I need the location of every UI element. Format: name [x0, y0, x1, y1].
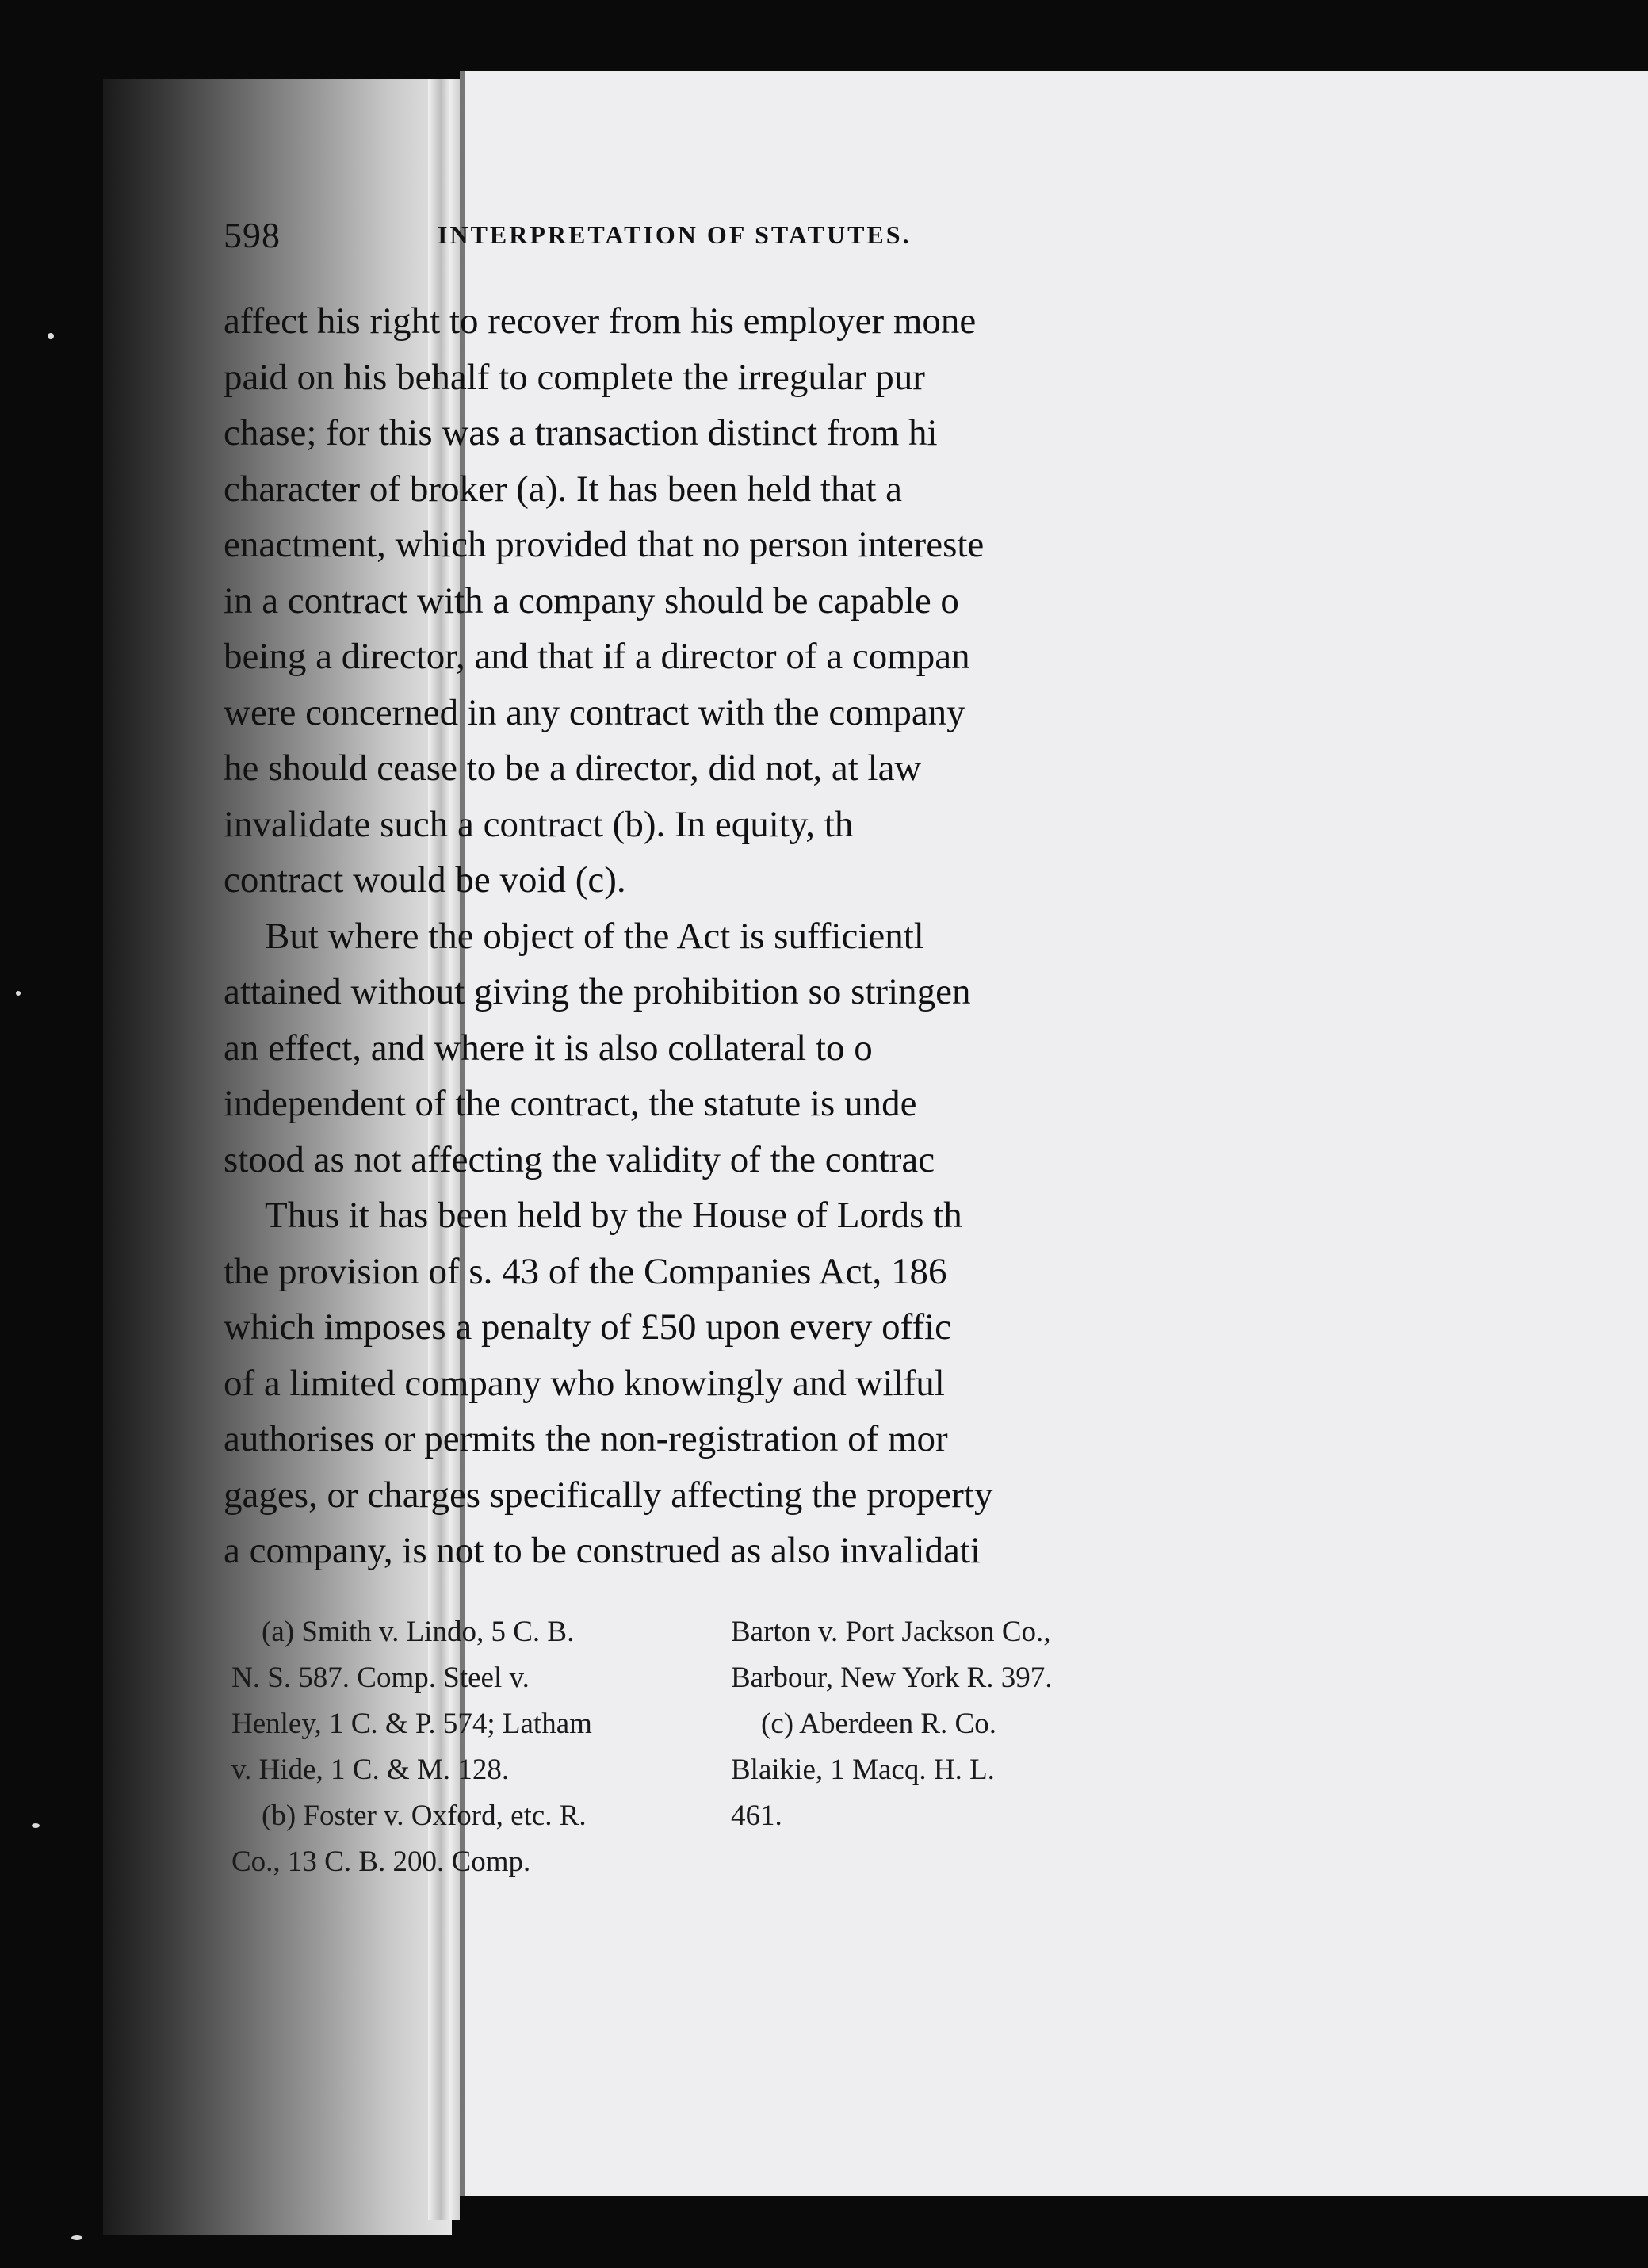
paragraph-start-line: Thus it has been held by the House of Lords th: [265, 1195, 962, 1236]
text-line: affect his right to recover from his employer mone: [224, 300, 977, 342]
scan-speck: [32, 1823, 40, 1828]
footnote-line: 461.: [731, 1799, 782, 1832]
footnote-line: N. S. 587. Comp. Steel v.: [231, 1662, 530, 1694]
text-line: stood as not affecting the validity of the contrac: [224, 1138, 935, 1180]
text-line: being a director, and that if a director of a compan: [224, 636, 970, 677]
footnote-line: (a) Smith v. Lindo, 5 C. B.: [262, 1616, 575, 1648]
page-number: 598: [224, 215, 281, 255]
text-line: paid on his behalf to complete the irregular pur: [224, 356, 925, 398]
text-line: an effect, and where it is also collateral to o: [224, 1027, 873, 1069]
text-line: enactment, which provided that no person intereste: [224, 524, 985, 565]
paragraph-start-line: But where the object of the Act is sufficientl: [265, 915, 924, 957]
running-head: INTERPRETATION OF STATUTES.: [438, 220, 912, 249]
footnotes-right-column: [731, 1609, 1286, 1839]
text-line: which imposes a penalty of £50 upon every offic: [224, 1306, 952, 1348]
text-line: independent of the contract, the statute is unde: [224, 1083, 917, 1124]
text-line: gages, or charges specifically affecting the property: [224, 1474, 993, 1516]
text-line: the provision of s. 43 of the Companies Act, 186: [224, 1250, 947, 1292]
text-line: invalidate such a contract (b). In equity, th: [224, 803, 854, 845]
text-line: contract would be void (c).: [224, 859, 626, 901]
text-line: chase; for this was a transaction distinct from hi: [224, 412, 938, 453]
text-line: he should cease to be a director, did not, at law: [224, 748, 922, 789]
footnotes-left-column: [231, 1609, 715, 1885]
footnote-line: (b) Foster v. Oxford, etc. R.: [262, 1799, 587, 1832]
footnote-line: (c) Aberdeen R. Co.: [761, 1708, 996, 1740]
text-line: a company, is not to be construed as also invalidati: [224, 1530, 981, 1571]
footnote-line: Blaikie, 1 Macq. H. L.: [731, 1754, 995, 1786]
footnote-line: Barbour, New York R. 397.: [731, 1662, 1053, 1694]
text-line: of a limited company who knowingly and wilful: [224, 1362, 945, 1404]
scan-speck: [16, 991, 21, 996]
text-line: were concerned in any contract with the company: [224, 691, 965, 733]
text-line: attained without giving the prohibition so stringen: [224, 971, 971, 1012]
text-line: in a contract with a company should be capable o: [224, 579, 959, 622]
body-text: [224, 293, 1254, 1579]
scan-speck: [71, 2235, 82, 2240]
text-line: authorises or permits the non-registration of mor: [224, 1418, 948, 1459]
footnote-line: Co., 13 C. B. 200. Comp.: [231, 1845, 531, 1878]
footnote-line: Henley, 1 C. & P. 574; Latham: [231, 1708, 592, 1740]
footnote-line: Barton v. Port Jackson Co.,: [731, 1616, 1051, 1648]
footnote-line: v. Hide, 1 C. & M. 128.: [231, 1754, 510, 1786]
scan-speck: [48, 333, 54, 339]
page-header: [224, 214, 1254, 262]
text-line: character of broker (a). It has been held that a: [224, 468, 902, 510]
